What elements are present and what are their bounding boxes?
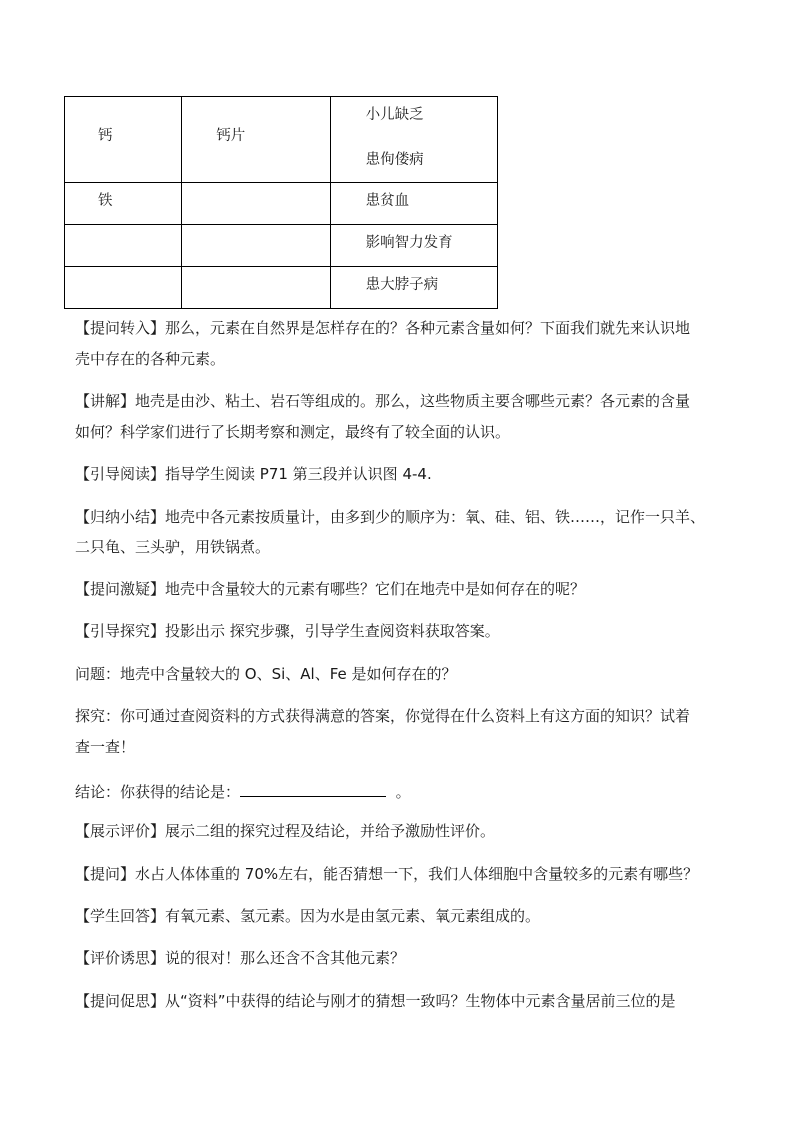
paragraph-line: 【评价诱思】说的很对！那么还含不含其他元素？ xyxy=(75,949,406,967)
paragraph-line: 【提问】水占人体体重的 70%左右，能否猜想一下，我们人体细胞中含量较多的元素有哪些？ xyxy=(75,865,699,883)
table-cell-element: 铁 xyxy=(65,183,182,225)
paragraph-line: 如何？科学家们进行了长期考察和测定，最终有了较全面的认识。 xyxy=(75,423,511,441)
table-row xyxy=(65,225,498,267)
conclusion-label: 结论：你获得的结论是： xyxy=(75,783,241,801)
paragraph-line: 二只龟、三头驴，用铁锅煮。 xyxy=(75,538,271,556)
paragraph-line: 【提问转入】那么，元素在自然界是怎样存在的？各种元素含量如何？下面我们就先来认识地 xyxy=(75,319,691,337)
paragraph-line: 查一查！ xyxy=(75,738,136,756)
paragraph-line: 【展示评价】展示二组的探究过程及结论，并给予激励性评价。 xyxy=(75,822,496,840)
table-cell-source xyxy=(182,225,330,267)
table-row xyxy=(65,183,498,225)
table-row xyxy=(65,267,498,309)
paragraph-line: 探究：你可通过查阅资料的方式获得满意的答案，你觉得在什么资料上有这方面的知识？试着 xyxy=(75,707,691,725)
paragraph-line: 壳中存在的各种元素。 xyxy=(75,350,226,368)
paragraph-line: 【归纳小结】地壳中各元素按质量计，由多到少的顺序为：氧、硅、铝、铁……，记作一只羊、 xyxy=(75,508,706,526)
table-cell-deficiency: 患贫血 xyxy=(330,183,497,225)
answer-blank xyxy=(240,782,386,797)
table-cell-source xyxy=(182,267,330,309)
table-cell-deficiency: 影响智力发育 xyxy=(330,225,497,267)
paragraph-line: 【提问促思】从“资料”中获得的结论与刚才的猜想一致吗？生物体中元素含量居前三位的是 xyxy=(75,992,676,1010)
table-cell-deficiency: 患大脖子病 xyxy=(330,267,497,309)
paragraph-line: 问题：地壳中含量较大的 O、Si、Al、Fe 是如何存在的？ xyxy=(75,665,457,683)
table-cell-element xyxy=(65,267,182,309)
table-cell-deficiency: 小儿缺乏 患佝偻病 xyxy=(330,97,497,183)
paragraph-line: 【引导阅读】指导学生阅读 P71 第三段并认识图 4-4. xyxy=(75,465,432,483)
conclusion-period: 。 xyxy=(395,783,411,801)
paragraph-line: 【讲解】地壳是由沙、粘土、岩石等组成的。那么，这些物质主要含哪些元素？各元素的含量 xyxy=(75,392,691,410)
table-cell-element: 钙 xyxy=(65,97,182,183)
paragraph-line: 【引导探究】投影出示 探究步骤，引导学生查阅资料获取答案。 xyxy=(75,622,500,640)
table-cell-source xyxy=(182,183,330,225)
paragraph-line: 【提问激疑】地壳中含量较大的元素有哪些？它们在地壳中是如何存在的呢？ xyxy=(75,580,586,598)
element-deficiency-table xyxy=(64,96,498,309)
table-cell-element xyxy=(65,225,182,267)
table-row xyxy=(65,97,498,183)
table-cell-source: 钙片 xyxy=(182,97,330,183)
paragraph-line: 【学生回答】有氧元素、氢元素。因为水是由氢元素、氧元素组成的。 xyxy=(75,907,541,925)
conclusion-line xyxy=(75,782,411,800)
